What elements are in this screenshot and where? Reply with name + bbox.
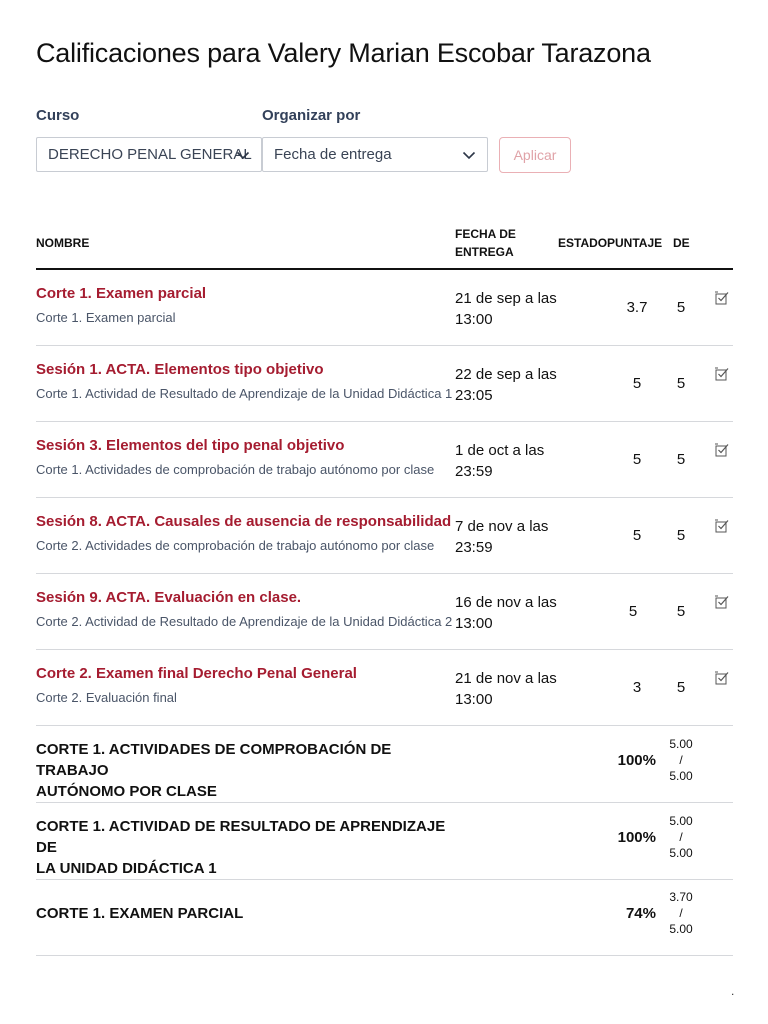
header-due (455, 225, 516, 261)
header-due-line1: FECHA DE (455, 227, 516, 241)
due-date: 16 de nov a las 13:00 (455, 594, 557, 632)
group-name: CORTE 1. EXAMEN PARCIAL (36, 905, 244, 922)
group-percent: 100% (617, 829, 656, 846)
table-row (36, 498, 733, 574)
table-row (36, 270, 733, 346)
due-date: 7 de nov a las 23:59 (455, 518, 549, 556)
table-row (36, 346, 733, 422)
assignment-link[interactable]: Sesión 8. ACTA. Causales de ausencia de responsabilidad (36, 513, 452, 530)
page-title: Calificaciones para Valery Marian Escobar Tarazona (36, 38, 651, 68)
assignment-link[interactable]: Sesión 9. ACTA. Evaluación en clase. (36, 589, 302, 606)
grade-details-icon[interactable] (714, 670, 730, 686)
score: 5 (628, 603, 638, 620)
table-row (36, 650, 733, 726)
course-select-value: DERECHO PENAL GENERAL (48, 146, 252, 163)
table-row (36, 422, 733, 498)
assignment-group: Corte 2. Actividad de Resultado de Aprendizaje de la Unidad Didáctica 2 (36, 614, 453, 629)
header-name: NOMBRE (36, 236, 90, 250)
group-total-row (36, 726, 733, 803)
assignment-group: Corte 1. Actividades de comprobación de trabajo autónomo por clase (36, 462, 435, 477)
sort-select-value: Fecha de entrega (274, 146, 392, 163)
table-row (36, 574, 733, 650)
group-percent: 100% (617, 752, 656, 769)
group-points: 5.00 / 5.00 (669, 737, 693, 783)
group-total-row (36, 879, 733, 956)
points-possible: 5 (676, 679, 686, 696)
grade-details-icon[interactable] (714, 290, 730, 306)
points-possible: 5 (676, 299, 686, 316)
assignment-group: Corte 1. Examen parcial (36, 310, 176, 325)
due-date: 22 de sep a las 23:05 (455, 366, 557, 404)
assignment-link[interactable]: Sesión 1. ACTA. Elementos tipo objetivo (36, 361, 324, 378)
grade-details-icon[interactable] (714, 594, 730, 610)
assignment-link[interactable]: Corte 1. Examen parcial (36, 285, 207, 302)
group-points: 3.70 / 5.00 (669, 890, 693, 936)
sort-select[interactable] (262, 137, 488, 172)
group-name: CORTE 1. ACTIVIDAD DE RESULTADO DE APRENDIZAJE DE LA UNIDAD DIDÁCTICA 1 (36, 818, 446, 877)
grade-details-icon[interactable] (714, 518, 730, 534)
points-possible: 5 (676, 603, 686, 620)
assignment-group: Corte 2. Evaluación final (36, 690, 177, 705)
footer-dot: . (731, 984, 735, 998)
due-date: 21 de nov a las 13:00 (455, 670, 557, 708)
score: 3.7 (626, 299, 648, 316)
assignment-link[interactable]: Corte 2. Examen final Derecho Penal General (36, 665, 357, 682)
header-score: PUNTAJE (607, 236, 663, 250)
course-label: Curso (36, 107, 80, 124)
score: 5 (632, 375, 642, 392)
points-possible: 5 (676, 527, 686, 544)
score: 3 (632, 679, 642, 696)
header-status: ESTADO (558, 236, 608, 250)
score: 5 (632, 527, 642, 544)
group-name: CORTE 1. ACTIVIDADES DE COMPROBACIÓN DE TRABAJO AUTÓNOMO POR CLASE (36, 741, 392, 800)
points-possible: 5 (676, 375, 686, 392)
group-total-row (36, 803, 733, 880)
assignment-group: Corte 1. Actividad de Resultado de Aprendizaje de la Unidad Didáctica 1 (36, 386, 453, 401)
course-select[interactable] (36, 137, 262, 172)
group-percent: 74% (625, 905, 656, 922)
score: 5 (632, 451, 642, 468)
due-date: 21 de sep a las 13:00 (455, 290, 557, 328)
chevron-down-icon (462, 148, 476, 162)
sort-label: Organizar por (262, 107, 361, 124)
header-due-line2: ENTREGA (455, 245, 514, 259)
group-points: 5.00 / 5.00 (669, 814, 693, 860)
due-date: 1 de oct a las 23:59 (455, 442, 545, 480)
grade-details-icon[interactable] (714, 442, 730, 458)
points-possible: 5 (676, 451, 686, 468)
chevron-down-icon (236, 148, 250, 162)
grade-details-icon[interactable] (714, 366, 730, 382)
header-of: DE (673, 236, 690, 250)
apply-button[interactable]: Aplicar (499, 137, 571, 173)
assignment-group: Corte 2. Actividades de comprobación de trabajo autónomo por clase (36, 538, 435, 553)
assignment-link[interactable]: Sesión 3. Elementos del tipo penal objetivo (36, 437, 345, 454)
